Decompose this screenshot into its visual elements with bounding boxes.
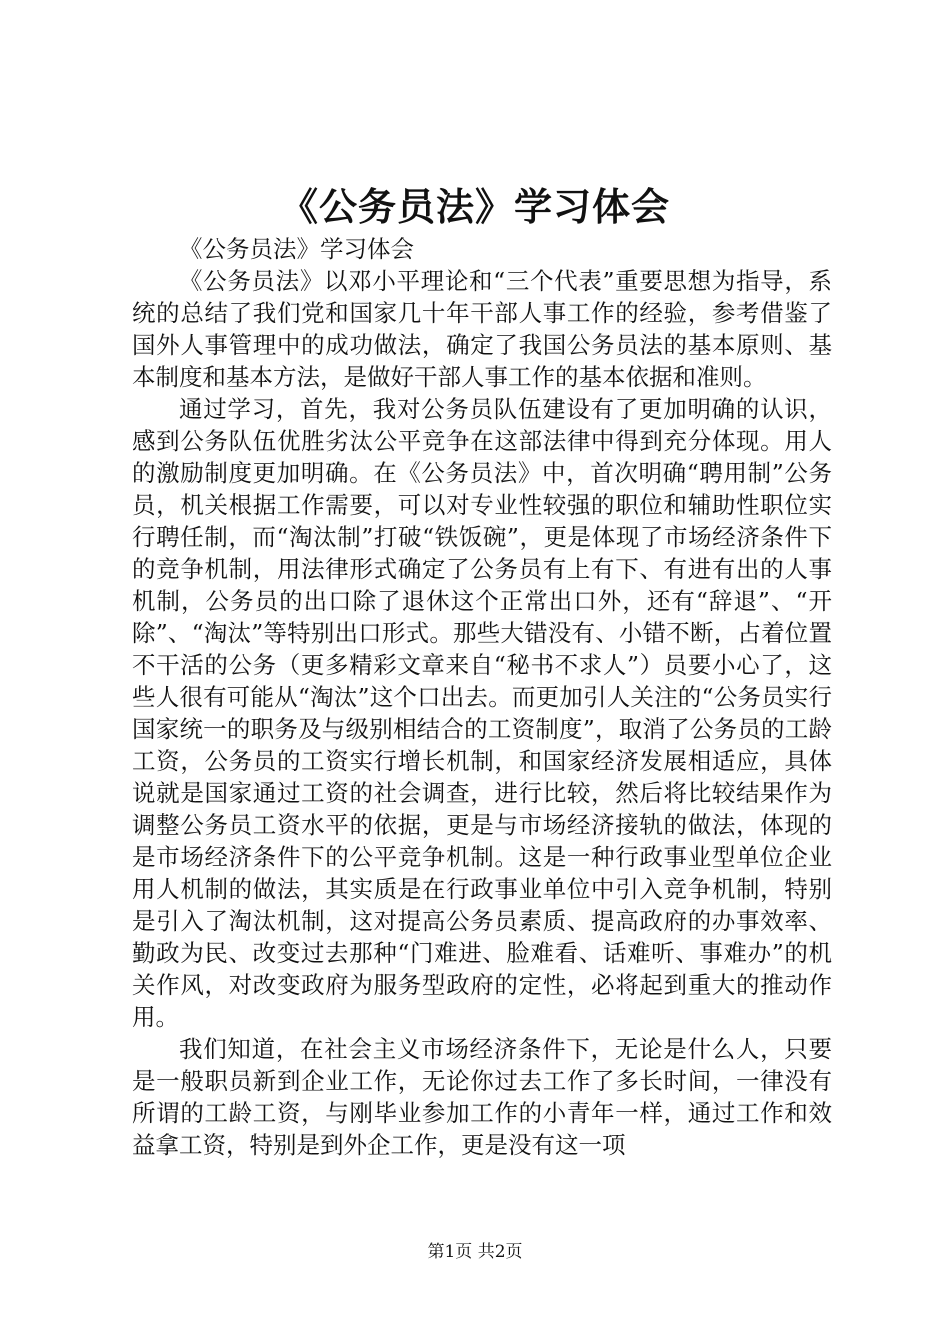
- paragraph-intro: 《公务员法》以邓小平理论和“三个代表”重要思想为指导，系统的总结了我们党和国家几十年干部人事工作的经验，参考借鉴了国外人事管理中的成功做法，确定了我国公务员法的基本原则、基本制度和基本方法，是做好干部人事工作的基本依据和准则。: [132, 267, 832, 391]
- paragraph-subtitle: 《公务员法》学习体会: [179, 235, 414, 263]
- document-title: 《公务员法》学习体会: [279, 184, 670, 229]
- page-footer: 第1页 共2页: [427, 1242, 523, 1262]
- paragraph-learning: 通过学习，首先，我对公务员队伍建设有了更加明确的认识，感到公务队伍优胜劣汰公平竞争在这部法律中得到充分体现。用人的激励制度更加明确。在《公务员法》中，首次明确“聘用制”公务员，机关根据工作需要，可以对专业性较强的职位和辅助性职位实行聘任制，而“淘汰制”打破“铁饭碗”，更是体现了市场经济条件下的竞争机制，用法律形式确定了公务员有上有下、有进有出的人事机制，公务员的出口除了退休这个正常出口外，还有“辞退”、“开除”、“淘汰”等特别出口形式。那些大错没有、小错不断，占着位置不干活的公务（更多精彩文章来自“秘书不求人”）员要小心了，这些人很有可能从“淘汰”这个口出去。而更加引人关注的“公务员实行国家统一的职务及与级别相结合的工资制度”，取消了公务员的工龄工资，公务员的工资实行增长机制，和国家经济发展相适应，具体说就是国家通过工资的社会调查，进行比较，然后将比较结果作为调整公务员工资水平的依据，更是与市场经济接轨的做法，体现的是市场经济条件下的公平竞争机制。这是一种行政事业型单位企业用人机制的做法，其实质是在行政事业单位中引入竞争机制，特别是引入了淘汰机制，这对提高公务员素质、提高政府的办事效率、勤政为民、改变过去那种“门难进、脸难看、话难听、事难办”的机关作风，对改变政府为服务型政府的定性，必将起到重大的推动作用。: [132, 395, 832, 1031]
- document-body: [132, 233, 832, 1161]
- paragraph-market-economy: 我们知道，在社会主义市场经济条件下，无论是什么人，只要是一般职员新到企业工作，无论你过去工作了多长时间，一律没有所谓的工龄工资，与刚毕业参加工作的小青年一样，通过工作和效益拿工资，特别是到外企工作，更是没有这一项: [132, 1035, 832, 1159]
